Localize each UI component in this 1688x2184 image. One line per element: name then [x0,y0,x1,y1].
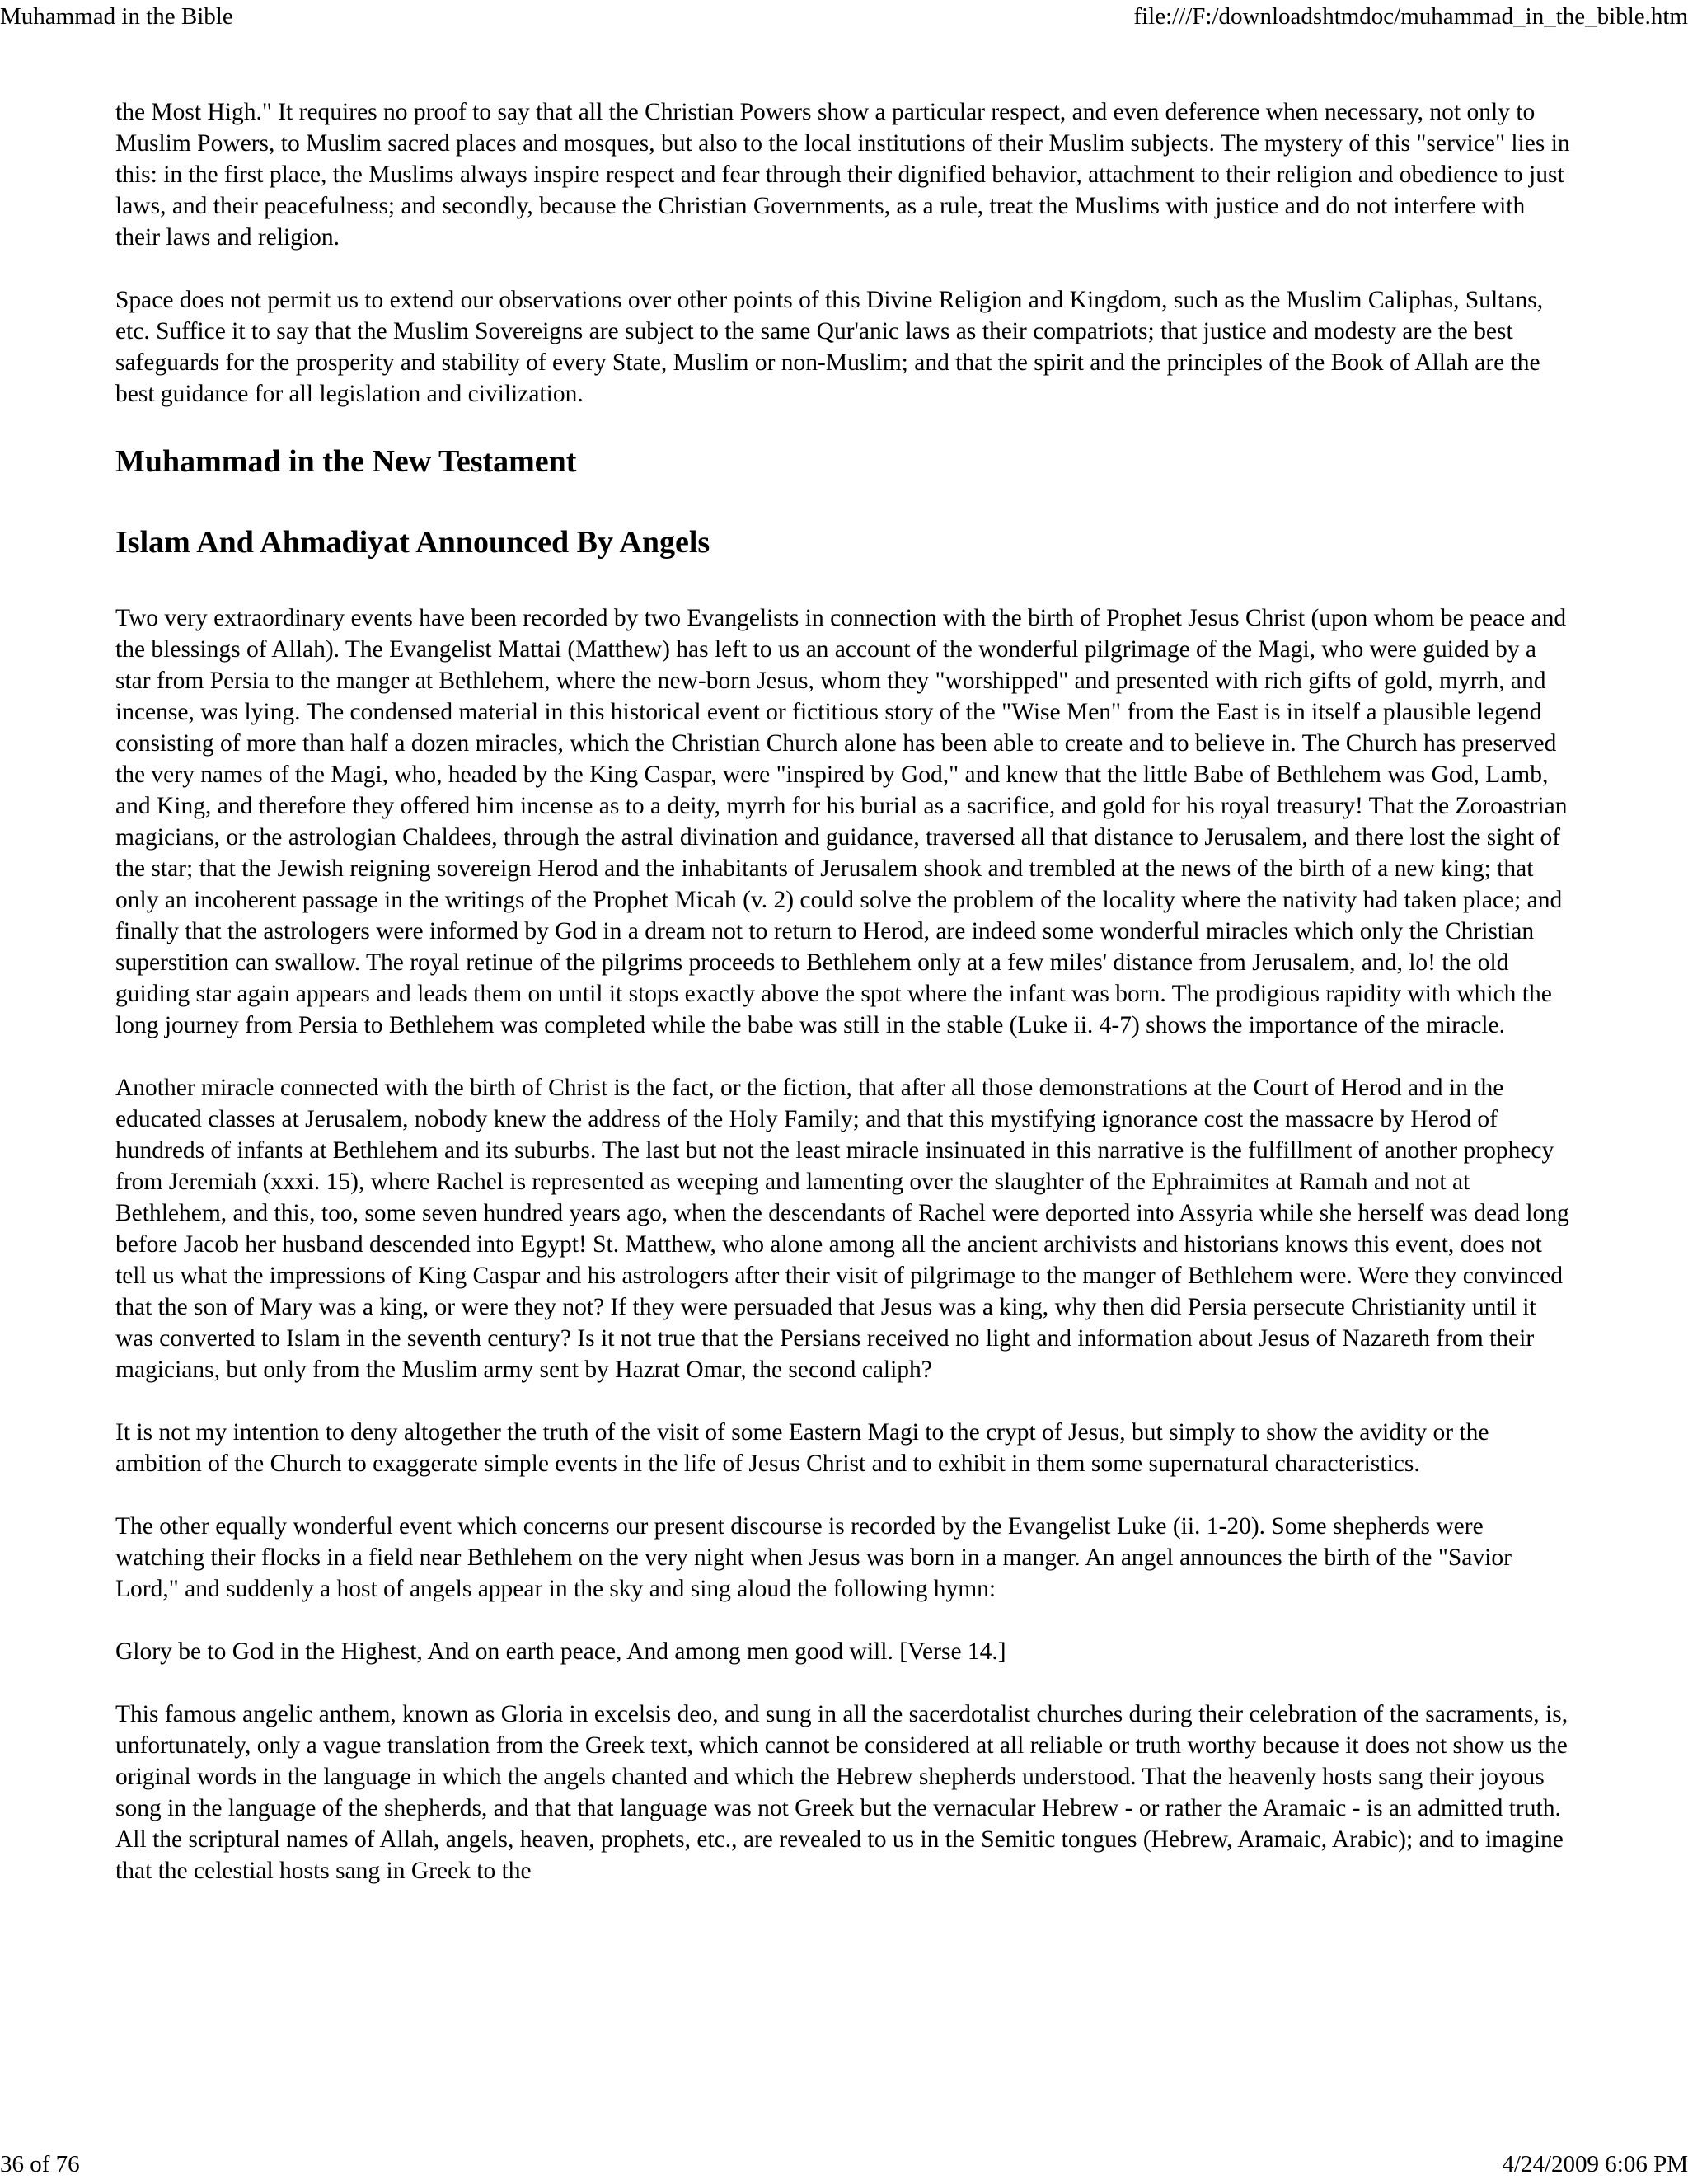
paragraph: Two very extraordinary events have been recorded by two Evangelists in connection with the birth of Prophet Jesus Christ (upon whom be peace and the blessings of Allah). The Evangelist Mattai (Matthew) has left to us an account of the wonderful pilgrimage of the Magi, who were guided by a star from Persia to the manger at Bethlehem, where the new-born Jesus, whom they "worshipped" and presented with rich gifts of gold, myrrh, and incense, was lying. The condensed material in this historical event or fictitious story of the "Wise Men" from the East is in itself a plausible legend consisting of more than half a dozen miracles, which the Christian Church alone has been able to create and to believe in. The Church has preserved the very names of the Magi, who, headed by the King Caspar, were "inspired by God," and knew that the little Babe of Bethlehem was God, Lamb, and King, and therefore they offered him incense as to a deity, myrrh for his burial as a sacrifice, and gold for his royal treasury! That the Zoroastrian magicians, or the astrologian Chaldees, through the astral divination and guidance, traversed all that distance to Jerusalem, and there lost the sight of the star; that the Jewish reigning sovereign Herod and the inhabitants of Jerusalem shook and trembled at the news of the birth of a new king; that only an incoherent passage in the writings of the Prophet Micah (v. 2) could solve the problem of the locality where the nativity had taken place; and finally that the astrologers were informed by God in a dream not to return to Herod, are indeed some wonderful miracles which only the Christian superstition can swallow. The royal retinue of the pilgrims proceeds to Bethlehem only at a few miles' distance from Jerusalem, and, lo! the old guiding star again appears and leads them on until it stops exactly above the spot where the infant was born. The prodigious rapidity with which the long journey from Persia to Bethlehem was completed while the babe was still in the stable (Luke ii. 4-7) shows the importance of the miracle. [115,605,1568,1038]
page-indicator: 36 of 76 [0,2151,80,2177]
paragraph: the Most High." It requires no proof to say that all the Christian Powers show a particular respect, and even deference when necessary, not only to Muslim Powers, to Muslim sacred places and mosques, but also to the local institutions of their Muslim subjects. The mystery of this "service" lies in this: in the first place, the Muslims always inspire respect and fear through their dignified behavior, attachment to their religion and obedience to just laws, and their peacefulness; and secondly, because the Christian Governments, as a rule, treat the Muslims with justice and do not interfere with their laws and religion. [115,99,1570,251]
verse-quote: Glory be to God in the Highest, And on earth peace, And among men good will. [Verse 14.] [115,1638,1006,1665]
paragraph: Space does not permit us to extend our observations over other points of this Divine Religion and Kingdom, such as the Muslim Caliphas, Sultans, etc. Suffice it to say that the Muslim Sovereigns are subject to the same Qur'anic laws as their compatriots; that justice and modesty are the best safeguards for the prosperity and stability of every State, Muslim or non-Muslim; and that the spirit and the principles of the Book of Allah are the best guidance for all legislation and civilization. [115,287,1544,407]
document-body [115,96,1571,1918]
print-header [0,0,1688,33]
file-path: file:///F:/downloadshtmdoc/muhammad_in_the_bible.htm [1133,3,1688,30]
paragraph: This famous angelic anthem, known as Gloria in excelsis deo, and sung in all the sacerdotalist churches during their celebration of the sacraments, is, unfortunately, only a vague translation from the Greek text, which cannot be considered at all reliable or truth worthy because it does not show us the original words in the language in which the angels chanted and which the Hebrew shepherds understood. That the heavenly hosts sang their joyous song in the language of the shepherds, and that that language was not Greek but the vernacular Hebrew - or rather the Aramaic - is an admitted truth. All the scriptural names of Allah, angels, heaven, prophets, etc., are revealed to us in the Semitic tongues (Hebrew, Aramaic, Arabic); and to imagine that the celestial hosts sang in Greek to the [115,1701,1568,1884]
section-heading: Muhammad in the New Testament [115,444,577,479]
paragraph: Another miracle connected with the birth of Christ is the fact, or the fiction, that after all those demonstrations at the Court of Herod and in the educated classes at Jerusalem, nobody knew the address of the Holy Family; and that this mystifying ignorance cost the massacre by Herod of hundreds of infants at Bethlehem and its suburbs. The last but not the least miracle insinuated in this narrative is the fulfillment of another prophecy from Jeremiah (xxxi. 15), where Rachel is represented as weeping and lamenting over the slaughter of the Ephraimites at Ramah and not at Bethlehem, and this, too, some seven hundred years ago, when the descendants of Rachel were deported into Assyria while she herself was dead long before Jacob her husband descended into Egypt! St. Matthew, who alone among all the ancient archivists and historians knows this event, does not tell us what the impressions of King Caspar and his astrologers after their visit of pilgrimage to the manger of Bethlehem were. Were they convinced that the son of Mary was a king, or were they not? If they were persuaded that Jesus was a king, why then did Persia persecute Christianity until it was converted to Islam in the seventh century? Is it not true that the Persians received no light and information about Jesus of Nazareth from their magicians, but only from the Muslim army sent by Hazrat Omar, the second caliph? [115,1075,1569,1383]
print-datetime: 4/24/2009 6:06 PM [1502,2151,1688,2177]
paragraph: The other equally wonderful event which concerns our present discourse is recorded by the Evangelist Luke (ii. 1-20). Some shepherds were watching their flocks in a field near Bethlehem on the very night when Jesus was born in a manger. An angel announces the birth of the "Savior Lord," and suddenly a host of angels appear in the sky and sing aloud the following hymn: [115,1513,1512,1602]
subsection-heading: Islam And Ahmadiyat Announced By Angels [115,525,710,560]
print-footer [0,2148,1688,2181]
paragraph: It is not my intention to deny altogether the truth of the visit of some Eastern Magi to the crypt of Jesus, but simply to show the avidity or the ambition of the Church to exaggerate simple events in the life of Jesus Christ and to exhibit in them some supernatural characteristics. [115,1419,1489,1477]
document-title: Muhammad in the Bible [0,3,233,30]
